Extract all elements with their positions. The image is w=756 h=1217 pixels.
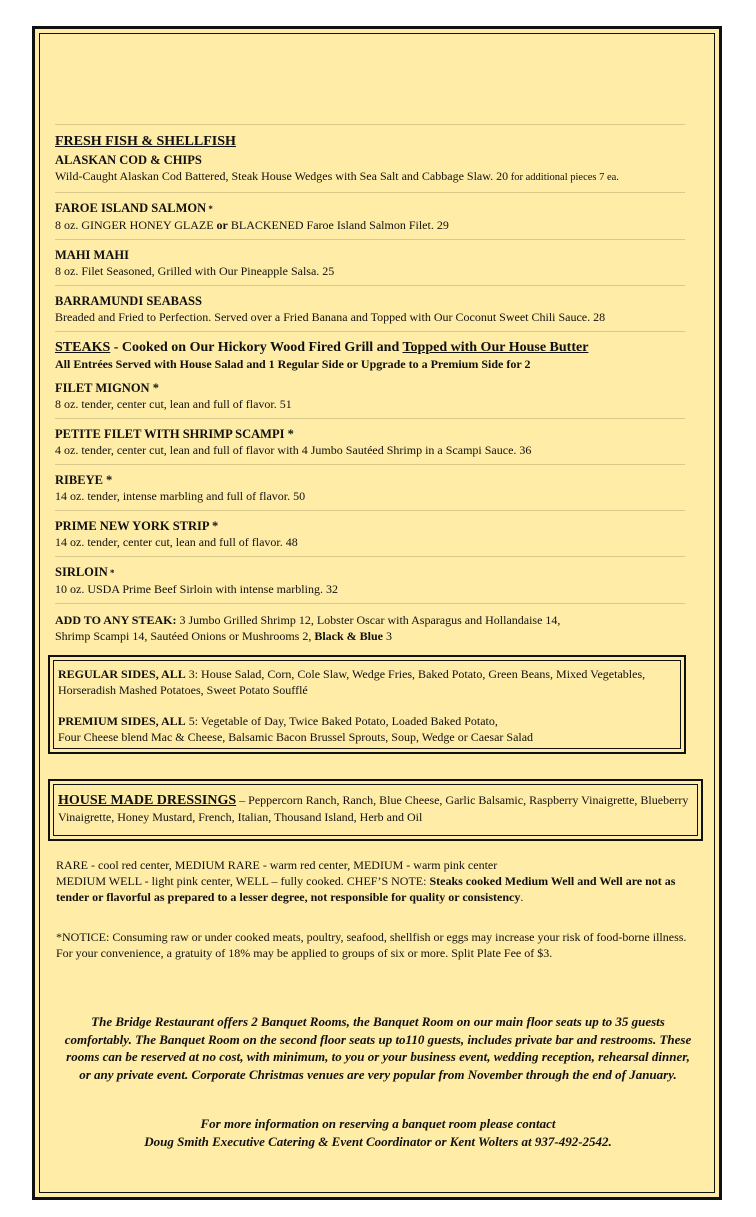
menu-item <box>55 557 700 603</box>
item-desc <box>55 217 700 233</box>
item-desc: 10 oz. USDA Prime Beef Sirloin with intense marbling. 32 <box>55 582 338 596</box>
steak-addons <box>55 604 700 650</box>
item-desc: 14 oz. tender, intense marbling and full of flavor. 50 <box>55 489 306 503</box>
item-desc: Breaded and Fried to Perfection. Served over a Fried Banana and Topped with Our Coconut Sweet Chili Sauce. 28 <box>55 310 606 324</box>
menu-item <box>55 419 700 464</box>
premium-sides-text-2: Four Cheese blend Mac & Cheese, Balsamic Bacon Brussel Sprouts, Soup, Wedge or Caesar Salad <box>58 730 534 744</box>
addon-line-1 <box>55 612 700 628</box>
menu-item <box>55 240 700 285</box>
item-desc: 4 oz. tender, center cut, lean and full of flavor with 4 Jumbo Sautéed Shrimp in a Scampi Sauce. 36 <box>55 443 532 457</box>
dressings-box <box>48 779 703 841</box>
item-star: * <box>206 204 213 214</box>
doneness-line-1: RARE - cool red center, MEDIUM RARE - warm red center, MEDIUM - warm pink center <box>56 858 498 872</box>
item-desc-text: Wild-Caught Alaskan Cod Battered, Steak House Wedges with Sea Salt and Cabbage Slaw. 20 <box>55 169 509 183</box>
regular-sides-text: 3: House Salad, Corn, Cole Slaw, Wedge Fries, Baked Potato, Green Beans, Mixed Vegetables, Horseradish Mashed Potatoes, Sweet Potato Soufflé <box>58 667 646 697</box>
steaks-subtitle: - Cooked on Our Hickory Wood Fired Grill and <box>110 340 403 355</box>
menu-item <box>55 150 700 192</box>
doneness-guide <box>56 857 706 905</box>
item-desc-or: or <box>216 218 228 232</box>
item-name: MAHI MAHI <box>55 248 129 262</box>
doneness-line-2 <box>56 873 706 905</box>
banquet-contact-line-2: Doug Smith Executive Catering & Event Coordinator or Kent Wolters at 937-492-2542. <box>144 1133 612 1149</box>
item-name: FAROE ISLAND SALMON <box>55 201 207 215</box>
menu-item <box>55 511 700 556</box>
menu-item <box>55 378 700 418</box>
item-extra: for additional pieces 7 ea. <box>508 172 619 183</box>
addon-end: 3 <box>383 629 392 643</box>
steaks-subtitle-underlined: Topped with Our House Butter <box>402 340 589 355</box>
fish-section-title: FRESH FISH & SHELLFISH <box>55 134 236 149</box>
addon-label: ADD TO ANY STEAK: <box>55 613 177 627</box>
item-name: FILET MIGNON * <box>55 381 159 395</box>
steaks-title: STEAKS <box>55 340 111 355</box>
chef-note: Steaks cooked Medium Well and Well are not as tender or flavorful as prepared to a lesser degree, not responsible for quality or consistency <box>56 874 676 904</box>
dressings-text: – Peppercorn Ranch, Ranch, Blue Cheese, Garlic Balsamic, Raspberry Vinaigrette, Blueberry Vinaigrette, Honey Mustard, French, Italian, Thousand Island, Herb and Oil <box>58 793 689 824</box>
fish-section-header <box>55 125 700 150</box>
notice: *NOTICE: Consuming raw or under cooked meats, poultry, seafood, shellfish or eggs may increase your risk of food-borne illness. For your convenience, a gratuity of 18% may be applied to groups of six or more. Split Plate Fee of $3. <box>56 930 687 960</box>
menu-main-section <box>55 124 700 650</box>
item-name-row <box>55 200 700 217</box>
item-desc: 8 oz. tender, center cut, lean and full of flavor. 51 <box>55 397 292 411</box>
banquet-contact <box>62 1115 694 1150</box>
chef-note-end: . <box>520 890 524 904</box>
item-name-row <box>55 564 700 581</box>
item-name: PETITE FILET WITH SHRIMP SCAMPI * <box>55 427 294 441</box>
menu-item <box>55 465 700 510</box>
premium-sides-line-1 <box>58 713 676 729</box>
steaks-heading <box>55 340 700 356</box>
item-name: RIBEYE * <box>55 473 113 487</box>
item-name: BARRAMUNDI SEABASS <box>55 294 202 308</box>
premium-sides <box>58 713 676 745</box>
menu-item <box>55 193 700 239</box>
item-name: PRIME NEW YORK STRIP * <box>55 519 219 533</box>
item-name: SIRLOIN <box>55 565 108 579</box>
addon-bold: Black & Blue <box>314 629 383 643</box>
dressings-text-block <box>58 792 693 825</box>
item-desc-a: 8 oz. GINGER HONEY GLAZE <box>55 218 217 232</box>
doneness-text: MEDIUM WELL - light pink center, WELL – fully cooked. CHEF’S NOTE: <box>56 874 430 888</box>
dressings-label: HOUSE MADE DRESSINGS <box>58 793 237 808</box>
steaks-note: All Entrées Served with House Salad and 1 Regular Side or Upgrade to a Premium Side for 2 <box>55 357 531 371</box>
sides-box <box>48 655 686 754</box>
banquet-info: The Bridge Restaurant offers 2 Banquet Rooms, the Banquet Room on our main floor seats up to 35 guests comfortably. The Banquet Room on the second floor seats up to110 guests, includes private bar and restrooms. These rooms can be reserved at no cost, with minimum, to you or your business event, wedding reception, rehearsal dinner, or any private event. Corporate Christmas venues are very popular from November through the end of January. <box>64 1014 692 1082</box>
item-desc-c: BLACKENED Faroe Island Salmon Filet. 29 <box>227 218 449 232</box>
item-star: * <box>107 568 115 578</box>
item-desc: 8 oz. Filet Seasoned, Grilled with Our Pineapple Salsa. 25 <box>55 264 335 278</box>
menu-item <box>55 286 700 331</box>
addon-text-1: 3 Jumbo Grilled Shrimp 12, Lobster Oscar with Asparagus and Hollandaise 14, <box>176 613 561 627</box>
regular-sides-label: REGULAR SIDES, ALL <box>58 667 186 681</box>
item-desc <box>55 168 700 186</box>
item-desc: 14 oz. tender, center cut, lean and full of flavor. 48 <box>55 535 298 549</box>
premium-sides-label: PREMIUM SIDES, ALL <box>58 714 186 728</box>
item-name: ALASKAN COD & CHIPS <box>55 153 202 167</box>
regular-sides <box>58 666 676 698</box>
addon-text-2: Shrimp Scampi 14, Sautéed Onions or Mushrooms 2, <box>55 629 315 643</box>
steaks-section-header <box>55 332 700 378</box>
addon-line-2 <box>55 628 700 644</box>
premium-sides-text-1: 5: Vegetable of Day, Twice Baked Potato, Loaded Baked Potato, <box>185 714 498 728</box>
banquet-contact-line-1: For more information on reserving a banquet room please contact <box>200 1116 556 1131</box>
